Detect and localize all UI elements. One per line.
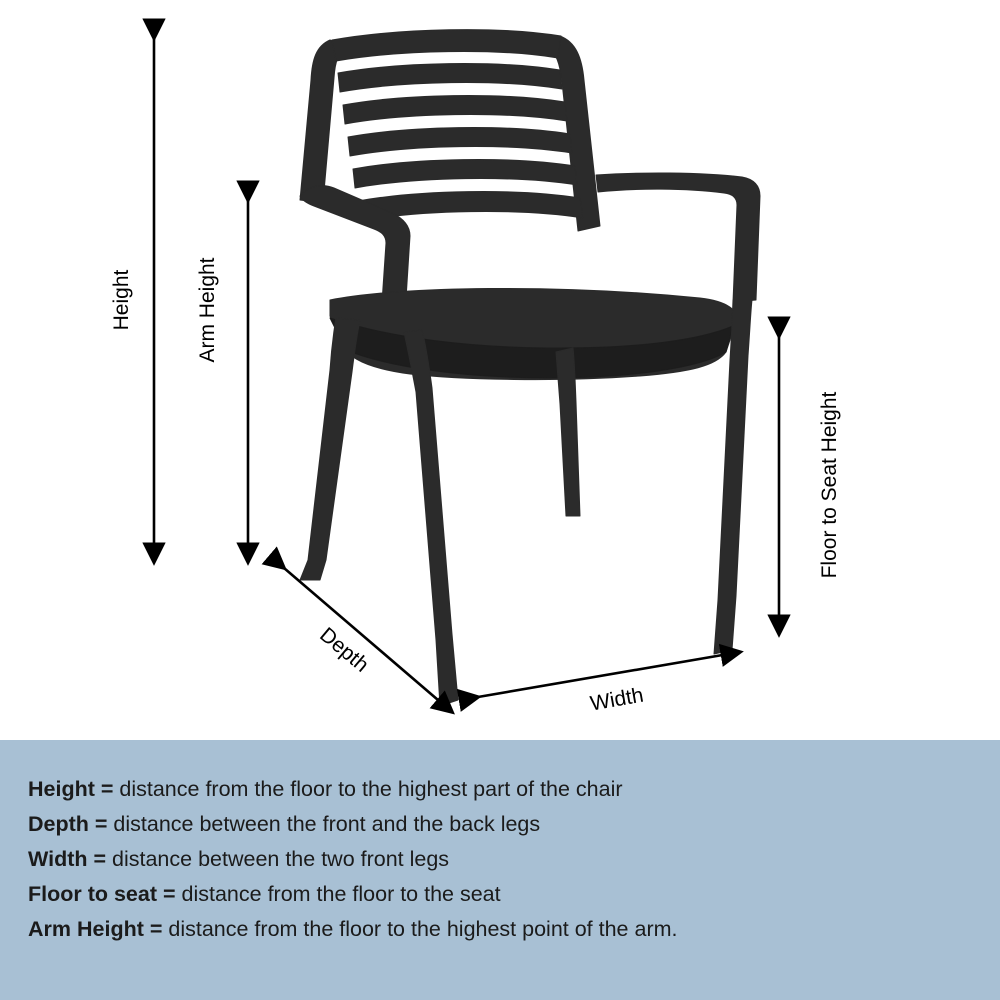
arm-height-label: Arm Height xyxy=(196,257,219,363)
legend-term-floor-to-seat: Floor to seat = xyxy=(28,882,176,906)
chair-back-left-leg xyxy=(404,330,458,706)
floor-to-seat-height-label: Floor to Seat Height xyxy=(818,391,841,579)
legend-panel xyxy=(0,740,1000,1000)
depth-dimension xyxy=(284,568,452,712)
chair-front-left-leg xyxy=(300,318,360,580)
height-label: Height xyxy=(110,269,133,331)
height-dimension xyxy=(110,38,154,562)
legend-item-depth xyxy=(28,807,1000,842)
legend-term-arm-height: Arm Height = xyxy=(28,917,163,941)
legend-item-floor-to-seat xyxy=(28,877,1000,912)
floor-to-seat-height-dimension xyxy=(779,336,841,634)
legend-definition-depth: distance between the front and the back legs xyxy=(107,812,541,836)
legend-term-depth: Depth = xyxy=(28,812,108,836)
legend-item-width xyxy=(28,842,1000,877)
legend-item-arm-height xyxy=(28,912,1000,947)
legend-item-height xyxy=(28,772,1000,807)
legend-term-height: Height = xyxy=(28,777,114,801)
legend-definition-arm-height: distance from the floor to the highest point of the arm. xyxy=(162,917,678,941)
width-label: Width xyxy=(588,683,646,716)
chair-right-arm xyxy=(596,173,760,302)
legend-term-width: Width = xyxy=(28,847,107,871)
chair-illustration xyxy=(300,30,760,706)
legend-definition-height: distance from the floor to the highest part of the chair xyxy=(113,777,623,801)
depth-label: Depth xyxy=(315,623,374,677)
arm-height-dimension xyxy=(196,200,248,562)
width-dimension xyxy=(478,652,740,716)
legend-definition-floor-to-seat: distance from the floor to the seat xyxy=(175,882,501,906)
legend-definition-width: distance between the two front legs xyxy=(106,847,450,871)
chair-seat xyxy=(330,288,737,379)
